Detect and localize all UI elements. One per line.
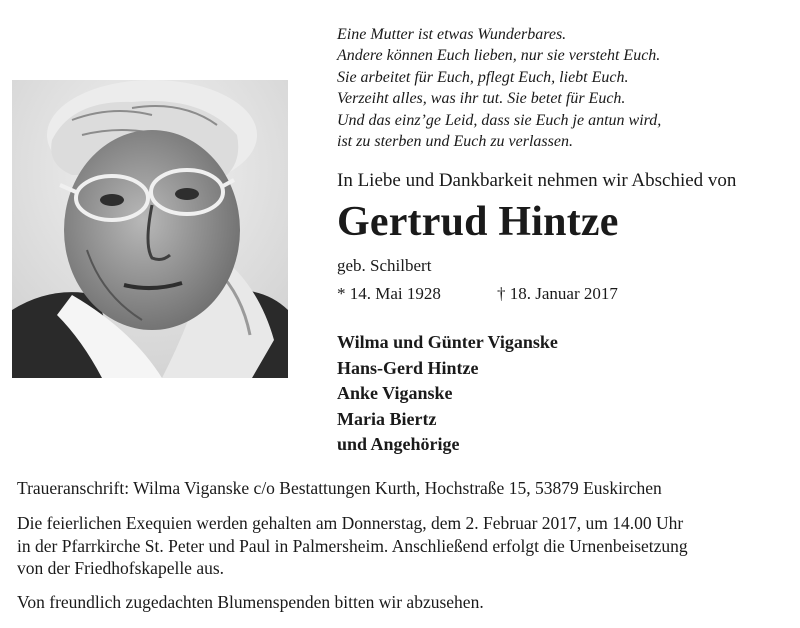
portrait-photo <box>12 80 288 378</box>
poem-line: ist zu sterben und Euch zu verlassen. <box>337 133 573 151</box>
poem-line: Und das einz’ge Leid, dass sie Euch je antun wird, <box>337 111 662 129</box>
service-line: von der Friedhofskapelle aus. <box>17 558 225 578</box>
poem <box>337 24 777 152</box>
service-line: in der Pfarrkirche St. Peter und Paul in Palmersheim. Anschließend erfolgt die Urnenbeisetzung <box>17 535 688 556</box>
mourner: Maria Biertz <box>337 408 437 429</box>
condolence-address: Traueranschrift: Wilma Viganske c/o Bestattungen Kurth, Hochstraße 15, 53879 Euskirchen <box>17 478 662 498</box>
birth-date: * 14. Mai 1928 <box>337 284 441 303</box>
death-date: † 18. Januar 2017 <box>497 284 618 303</box>
poem-line: Verzeiht alles, was ihr tut. Sie betet für Euch. <box>337 90 626 108</box>
birth-name: geb. Schilbert <box>337 256 432 275</box>
farewell-intro: In Liebe und Dankbarkeit nehmen wir Abschied von <box>337 170 737 191</box>
service-info <box>17 512 688 580</box>
portrait-illustration <box>12 80 288 378</box>
poem-line: Sie arbeitet für Euch, pflegt Euch, liebt Euch. <box>337 68 629 86</box>
mourners-list <box>337 330 558 458</box>
mourner: Hans-Gerd Hintze <box>337 357 479 378</box>
mourner: Anke Viganske <box>337 383 453 403</box>
flowers-note: Von freundlich zugedachten Blumenspenden bitten wir abzusehen. <box>17 592 484 612</box>
mourner: Wilma und Günter Viganske <box>337 332 558 352</box>
poem-line: Andere können Euch lieben, nur sie versteht Euch. <box>337 47 661 65</box>
poem-line: Eine Mutter ist etwas Wunderbares. <box>337 26 567 43</box>
deceased-name: Gertrud Hintze <box>337 199 619 245</box>
mourner: und Angehörige <box>337 434 460 454</box>
service-line: Die feierlichen Exequien werden gehalten am Donnerstag, dem 2. Februar 2017, um 14.00 Uhr <box>17 513 684 533</box>
